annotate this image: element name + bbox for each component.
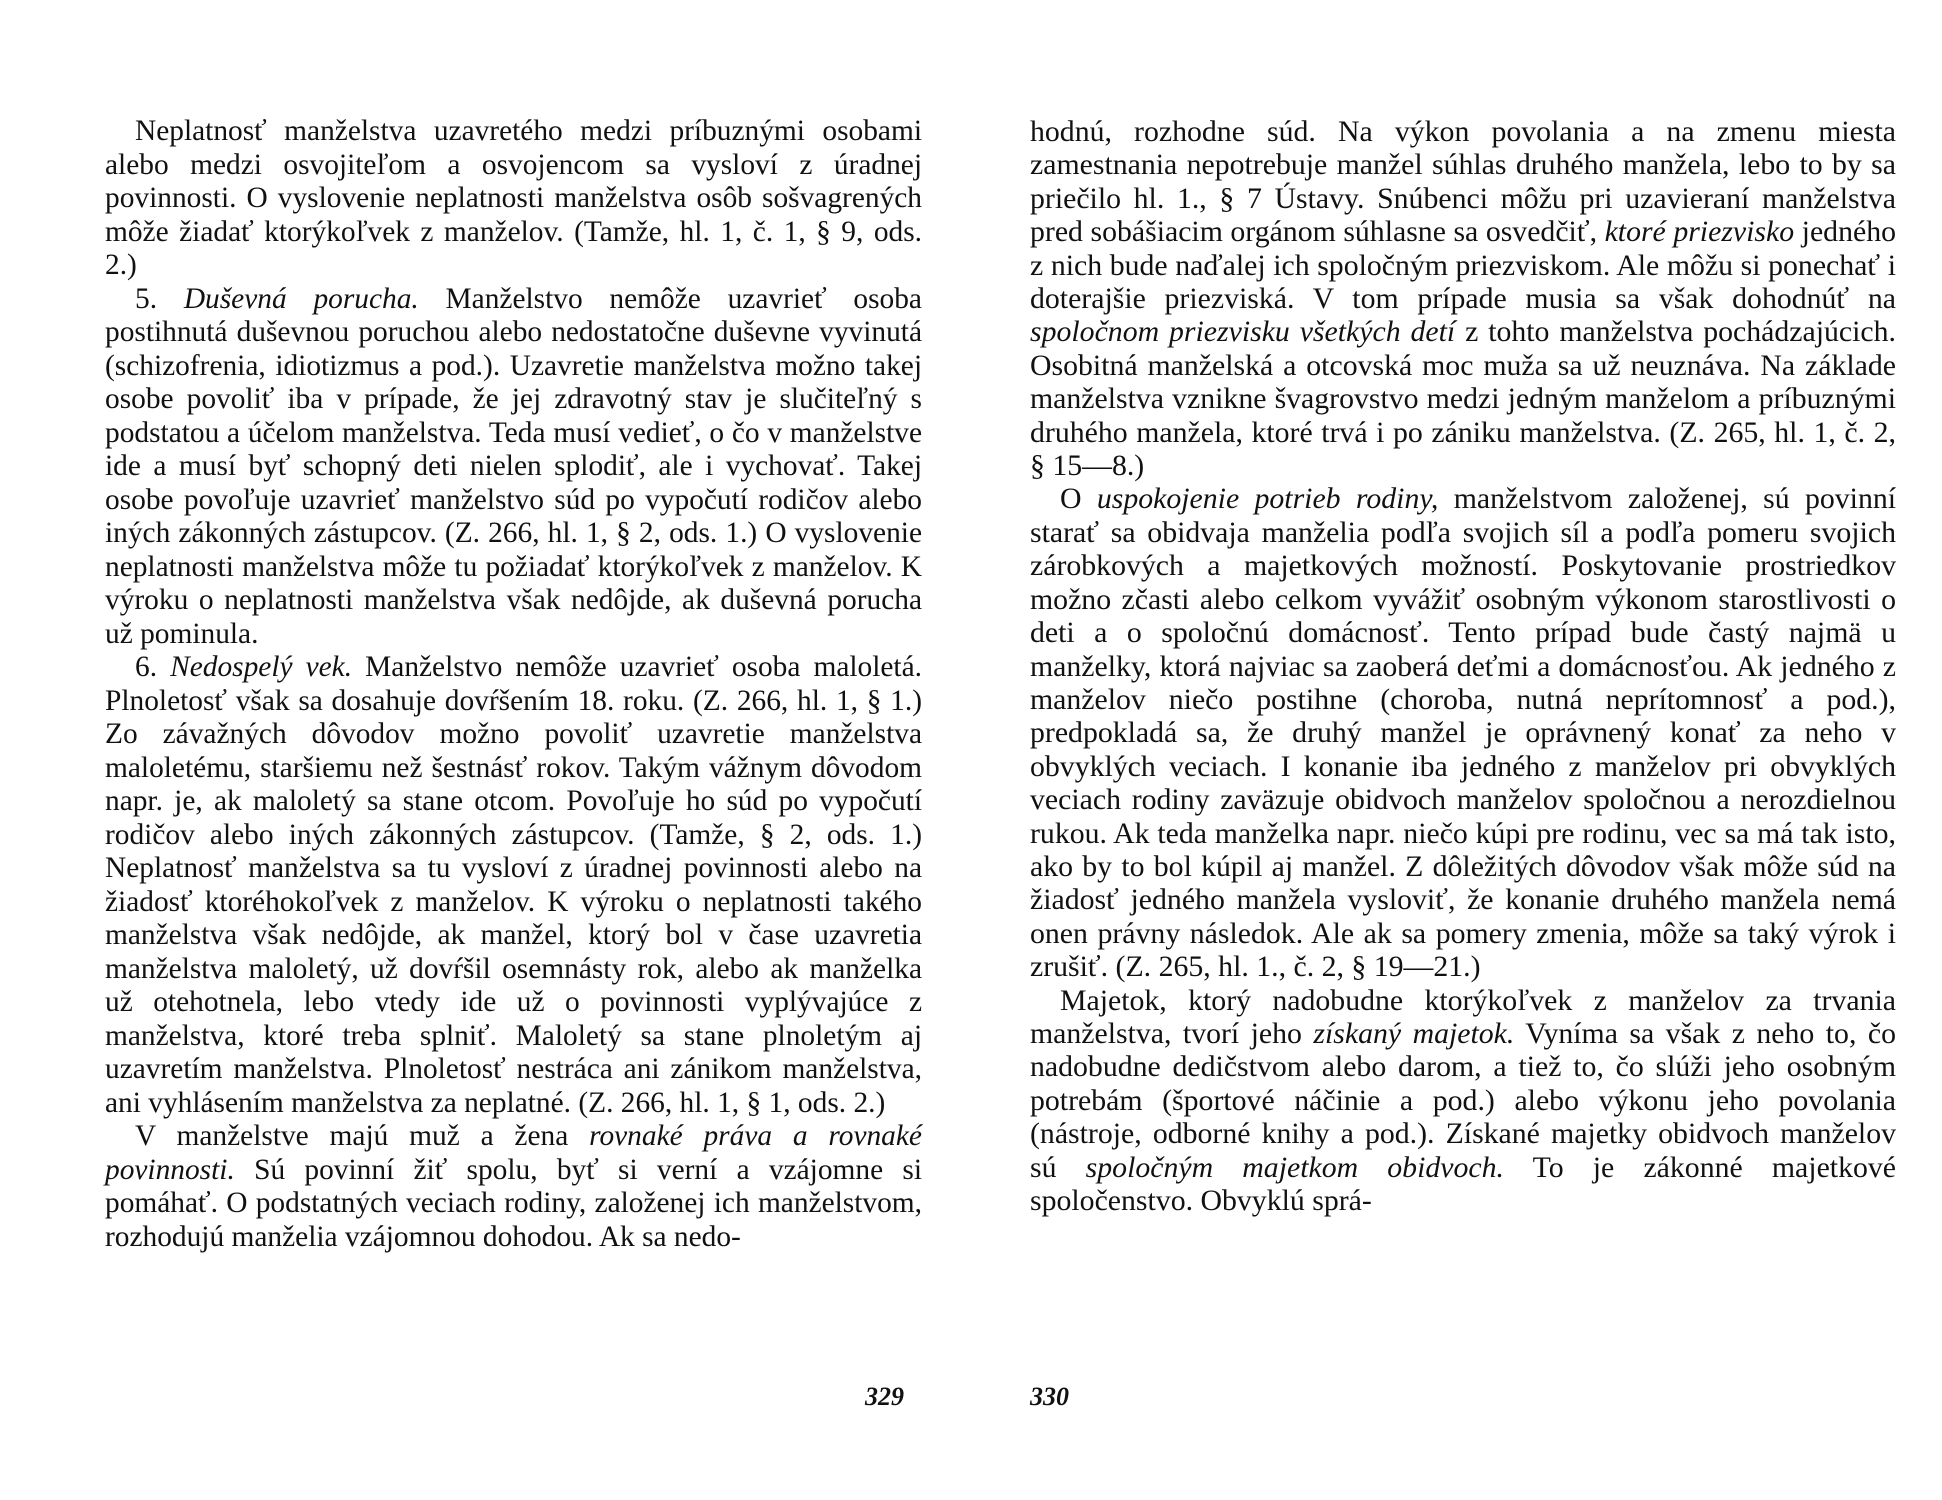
paragraph-text: Neplatnosť manželstva uzavretého medzi príbuznými osobami alebo medzi osvojiteľom a osvojencom sa vysloví z úradnej povinnosti. O vyslovenie neplatnosti manželstva osôb sošvagrených môže žiadať ktorýkoľvek z manželov. (Tamže, hl. 1, č. 1, § 9, ods. 2.) <box>105 115 922 281</box>
paragraph <box>105 1120 922 1254</box>
section-heading: Nedospelý vek. <box>170 651 353 683</box>
paragraph-duševna-porucha <box>105 283 922 652</box>
paragraph <box>1030 482 1896 983</box>
emphasis: uspokojenie potrieb rodiny, <box>1096 482 1439 516</box>
paragraph-text: z tohto manželstva pochádzajúcich. Osobitná manželská a otcovská moc muža sa už neuznáva. Na základe manželstva vznikne švagrovstvo medzi jedným manželom a príbuznými druhého manžela, ktoré trvá i po zániku manželstva. (Z. 265, hl. 1, č. 2, § 15—8.) <box>1030 315 1896 483</box>
emphasis: spoločným majetkom obidvoch. <box>1085 1150 1504 1184</box>
paragraph-text: manželstvom založenej, sú povinní starať sa obidvaja manželia podľa svojich síl a podľa pomeru svojich zárobkových a majetkových možností. Poskytovanie prostriedkov možno zčasti alebo celkom vyvážiť osobným výkonom starostlivosti o deti a o spoločnú domácnosť. Tento prípad bude častý najmä u manželky, ktorá najviac sa zaoberá deťmi a domácnosťou. Ak jedného z manželov niečo postihne (choroba, nutná neprítomnosť a pod.), predpokladá sa, že druhý manžel je oprávnený konať za neho v obvyklých veciach. I konanie iba jedného z manželov pri obvyklých veciach rodiny zaväzuje obidvoch manželov spoločnou a nerozdielnou rukou. Ak teda manželka napr. niečo kúpi pre rodinu, vec sa má tak isto, ako by to bol kúpil aj manžel. Z dôležitých dôvodov však môže súd na žiadosť jedného manžela vysloviť, že konanie druhého manžela nemá onen právny následok. Ale ak sa pomery zmenia, môže sa taký výrok i zrušiť. (Z. 265, hl. 1., č. 2, § 19—21.) <box>1030 482 1897 984</box>
paragraph <box>1030 984 1896 1218</box>
paragraph-text: Vyníma sa však z neho to, čo nadobudne dedičstvom alebo darom, a tiež to, čo slúži jeho osobným potrebám (športové náčinie a pod.) alebo výkonu jeho povolania (nástroje, odborné knihy a pod.). Získané majetky obidvoch manželov sú <box>1030 1016 1896 1184</box>
paragraph-text: Manželstvo nemôže uzavrieť osoba postihnutá duševnou poruchou alebo nedostatočne duševne vyvinutá (schizofrenia, idiotizmus a pod.). Uzavretie manželstva možno takej osobe povoliť iba v prípade, že jej zdravotný stav je slučiteľný s podstatou a účelom manželstva. Teda musí vedieť, o čo v manželstve ide a musí byť schopný deti nielen splodiť, ale i vychovať. Takej osobe povoľuje uzavrieť manželstvo súd po vypočutí rodičov alebo iných zákonných zástupcov. (Z. 266, hl. 1, § 2, ods. 1.) O vyslovenie neplatnosti manželstva môže tu požiadať ktorýkoľvek z manželov. K výroku o neplatnosti manželstva však nedôjde, ak duševná porucha už pominula. <box>105 282 922 650</box>
paragraph-text: To je zákonné majetkové spoločenstvo. Obvyklú sprá- <box>1030 1150 1896 1217</box>
paragraph <box>105 115 922 283</box>
emphasis: spoločnom priezvisku všetkých detí <box>1030 315 1456 349</box>
paragraph-text: Majetok, ktorý nadobudne ktorýkoľvek z manželov za trvania manželstva, tvorí jeho <box>1030 983 1896 1050</box>
section-number: 5. <box>135 282 158 315</box>
emphasis: získaný majetok. <box>1313 1016 1515 1050</box>
page-number-right: 330 <box>1030 1382 1069 1411</box>
section-heading: Duševná porucha. <box>183 282 419 315</box>
section-number: 6. <box>135 651 158 683</box>
paragraph-text: Sú povinní žiť spolu, byť si verní a vzájomne si pomáhať. O podstatných veciach rodiny, založenej ich manželstvom, rozhodujú manželia vzájomnou dohodou. Ak sa nedo- <box>105 1153 922 1253</box>
right-page <box>1030 115 1896 1217</box>
paragraph-text: hodnú, rozhodne súd. Na výkon povolania a na zmenu miesta zamestnania nepotrebuje manžel súhlas druhého manžela, lebo to by sa priečilo hl. 1., § 7 Ústavy. Snúbenci môžu pri uzavieraní manželstva pred sobášiacim orgánom súhlasne sa osvedčiť, <box>1030 115 1896 249</box>
paragraph-text: O <box>1060 482 1082 516</box>
page-number-left: 329 <box>865 1382 904 1411</box>
paragraph-text: Manželstvo nemôže uzavrieť osoba maloletá. Plnoletosť však sa dosahuje dovŕšením 18. roku. (Z. 266, hl. 1, § 1.) Zo závažných dôvodov možno povoliť uzavretie manželstva maloletému, staršiemu než šestnásť rokov. Takým vážnym dôvodom napr. je, ak maloletý sa stane otcom. Povoľuje ho súd po vypočutí rodičov alebo iných zákonných zástupcov. (Tamže, § 2, ods. 1.) Neplatnosť manželstva sa tu vysloví z úradnej povinnosti alebo na žiadosť ktoréhokoľvek z manželov. K výroku o neplatnosti takého manželstva však nedôjde, ak manžel, ktorý bol v čase uzavretia manželstva maloletý, už dovŕšil osemnásty rok, alebo ak manželka už otehotnela, lebo vtedy ide už o povinnosti vyplývajúce z manželstva, ktoré treba splniť. Maloletý sa stane plnoletým aj uzavretím manželstva. Plnoletosť nestráca ani zánikom manželstva, ani vyhlásením manželstva za neplatné. (Z. 266, hl. 1, § 1, ods. 2.) <box>105 651 922 1119</box>
paragraph-nedospely-vek <box>105 651 922 1120</box>
paragraph <box>1030 115 1896 482</box>
emphasis: ktoré priezvisko <box>1604 215 1795 249</box>
emphasis: rovnaké práva a rovnaké povinnosti. <box>105 1120 922 1186</box>
paragraph-text: V manželstve majú muž a žena <box>135 1120 569 1152</box>
paragraph-text: jedného z nich bude naďalej ich spoločným priezviskom. Ale môžu si ponechať i doterajšie priezviská. V tom prípade musia sa však dohodnúť na <box>1030 215 1896 316</box>
left-page <box>105 115 922 1254</box>
